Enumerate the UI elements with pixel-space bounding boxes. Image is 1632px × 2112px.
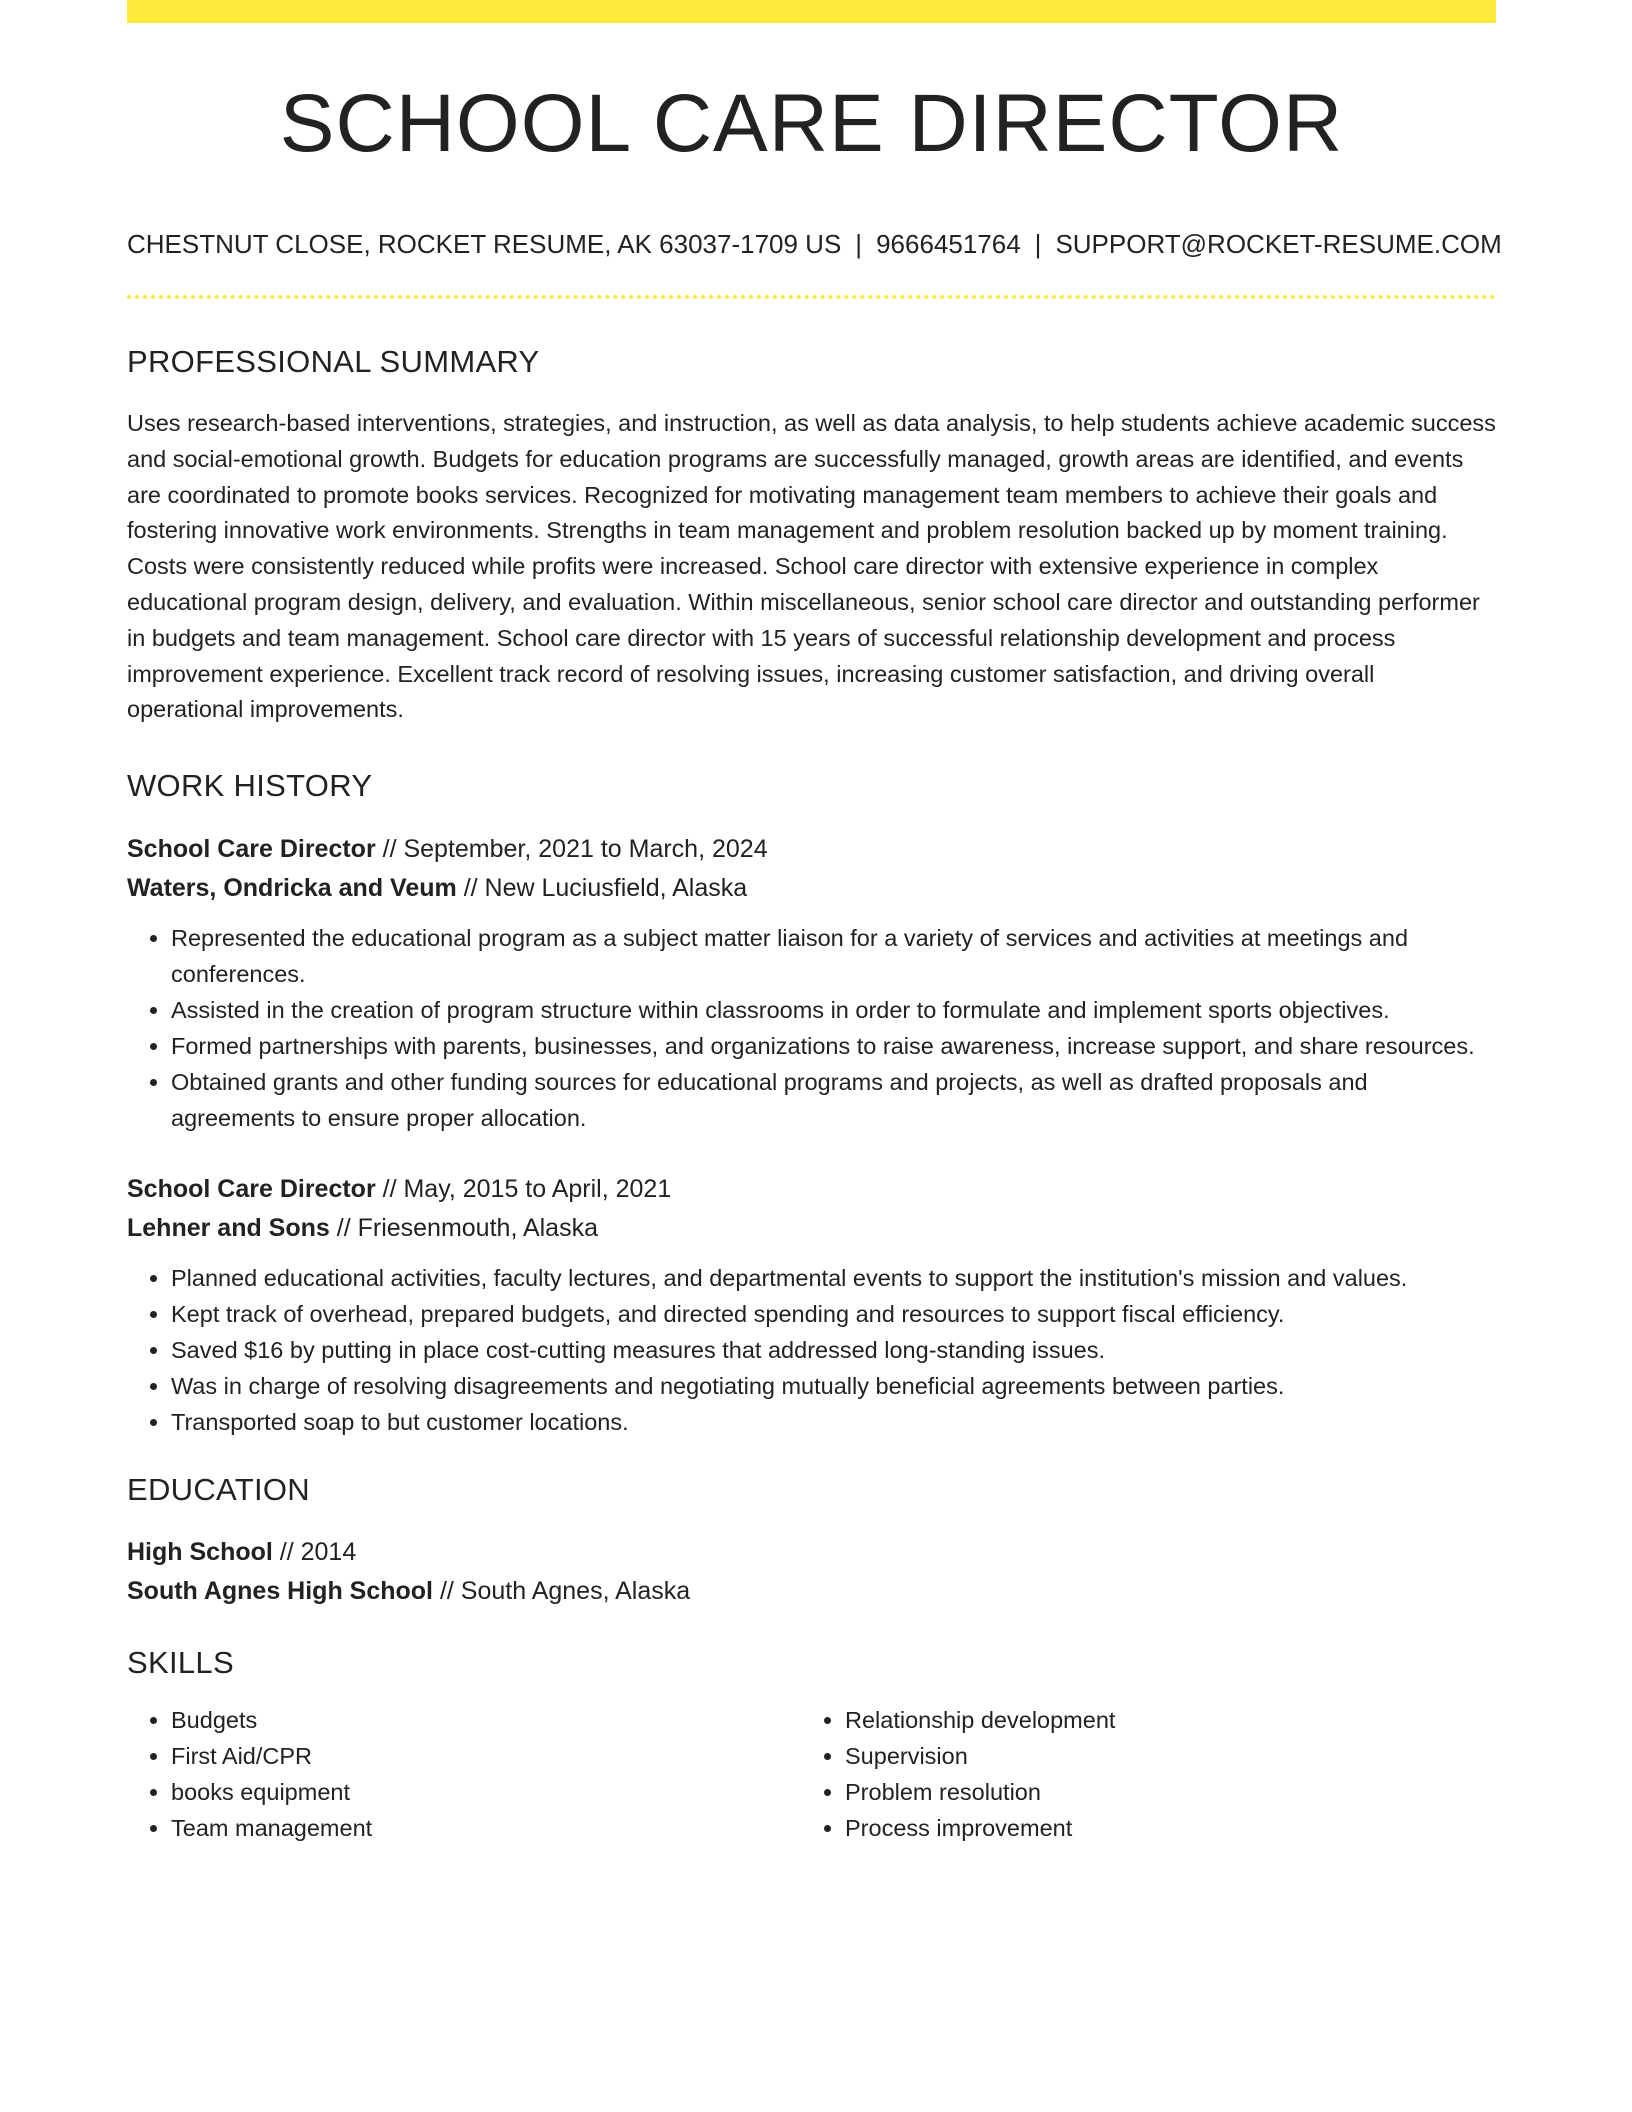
list-item: • Planned educational activities, faculty lectures, and departmental events to support the institution's mission and values.: [171, 1260, 1496, 1296]
job-entry: [127, 1170, 1496, 1440]
contact-phone: 9666451764: [876, 229, 1021, 259]
skills-grid: [127, 1702, 1496, 1846]
job-dates: // September, 2021 to March, 2024: [375, 835, 768, 864]
job-company: Lehner and Sons: [127, 1214, 330, 1243]
candidate-title: SCHOOL CARE DIRECTOR: [279, 78, 1344, 169]
list-item: • Formed partnerships with parents, businesses, and organizations to raise awareness, increase support, and share resources.: [171, 1028, 1496, 1064]
list-item: • Transported soap to but customer locations.: [171, 1404, 1496, 1440]
job-entry: [127, 830, 1496, 1136]
education-year: // 2014: [272, 1538, 357, 1567]
job-company: Waters, Ondricka and Veum: [127, 874, 457, 903]
skills-heading: SKILLS: [127, 1645, 234, 1681]
skill-item: • Relationship development: [845, 1702, 1475, 1738]
job-location: // New Luciusfield, Alaska: [456, 874, 748, 903]
education-heading: EDUCATION: [127, 1472, 310, 1508]
list-item: • Assisted in the creation of program structure within classrooms in order to formulate and implement sports objectives.: [171, 992, 1496, 1028]
list-item: • Kept track of overhead, prepared budgets, and directed spending and resources to support fiscal efficiency.: [171, 1296, 1496, 1332]
job-role: School Care Director: [127, 835, 376, 864]
job-title-line: [127, 1170, 1496, 1209]
dotted-divider: [127, 295, 1496, 299]
job-dates: // May, 2015 to April, 2021: [375, 1175, 672, 1204]
education-degree-line: [127, 1533, 1496, 1572]
job-bullets: [127, 920, 1496, 1136]
list-item: • Saved $16 by putting in place cost-cutting measures that addressed long-standing issues.: [171, 1332, 1496, 1368]
list-item: • Obtained grants and other funding sources for educational programs and projects, as well as drafted proposals and agreements to ensure proper allocation.: [171, 1064, 1496, 1136]
list-item: • Was in charge of resolving disagreements and negotiating mutually beneficial agreements between parties.: [171, 1368, 1496, 1404]
contact-separator: |: [855, 229, 863, 259]
job-company-line: [127, 869, 1496, 908]
skills-column-left: [127, 1702, 801, 1846]
contact-email: SUPPORT@ROCKET-RESUME.COM: [1055, 229, 1502, 259]
education-degree: High School: [127, 1538, 273, 1567]
list-item: • Represented the educational program as a subject matter liaison for a variety of services and activities at meetings and conferences.: [171, 920, 1496, 992]
job-company-line: [127, 1209, 1496, 1248]
skill-item: • books equipment: [171, 1774, 801, 1810]
summary-heading: PROFESSIONAL SUMMARY: [127, 344, 540, 379]
education-location: // South Agnes, Alaska: [433, 1577, 691, 1606]
accent-bar: [127, 0, 1496, 23]
contact-separator: |: [1034, 229, 1042, 259]
resume-page: [127, 0, 1502, 1846]
skills-list: [801, 1702, 1475, 1846]
skills-list: [127, 1702, 801, 1846]
job-role: School Care Director: [127, 1175, 376, 1204]
job-title-line: [127, 830, 1496, 869]
education-school: South Agnes High School: [127, 1577, 434, 1606]
job-bullets: [127, 1260, 1496, 1440]
education-entry: [127, 1533, 1496, 1611]
education-school-line: [127, 1572, 1496, 1611]
skill-item: • Budgets: [171, 1702, 801, 1738]
skill-item: • First Aid/CPR: [171, 1738, 801, 1774]
skill-item: • Supervision: [845, 1738, 1475, 1774]
work-history-heading: WORK HISTORY: [127, 768, 373, 804]
skills-column-right: [801, 1702, 1475, 1846]
contact-address: CHESTNUT CLOSE, ROCKET RESUME, AK 63037-1709 US: [127, 229, 842, 259]
skill-item: • Process improvement: [845, 1810, 1475, 1846]
contact-line: [127, 229, 1502, 259]
skill-item: • Problem resolution: [845, 1774, 1475, 1810]
skill-item: • Team management: [171, 1810, 801, 1846]
job-location: // Friesenmouth, Alaska: [329, 1214, 598, 1243]
summary-text: Uses research-based interventions, strategies, and instruction, as well as data analysis, to help students achieve academic success and social-emotional growth. Budgets for education programs are successfully managed, growth areas are identified, and events are coordinated to promote books services. Recognized for motivating management team members to achieve their goals and fostering innovative work environments. Strengths in team management and problem resolution backed up by moment training. Costs were consistently reduced while profits were increased. School care director with extensive experience in complex educational program design, delivery, and evaluation. Within miscellaneous, senior school care director and outstanding performer in budgets and team management. School care director with 15 years of successful relationship development and process improvement experience. Excellent track record of resolving issues, increasing customer satisfaction, and driving overall operational improvements.: [127, 410, 1496, 723]
